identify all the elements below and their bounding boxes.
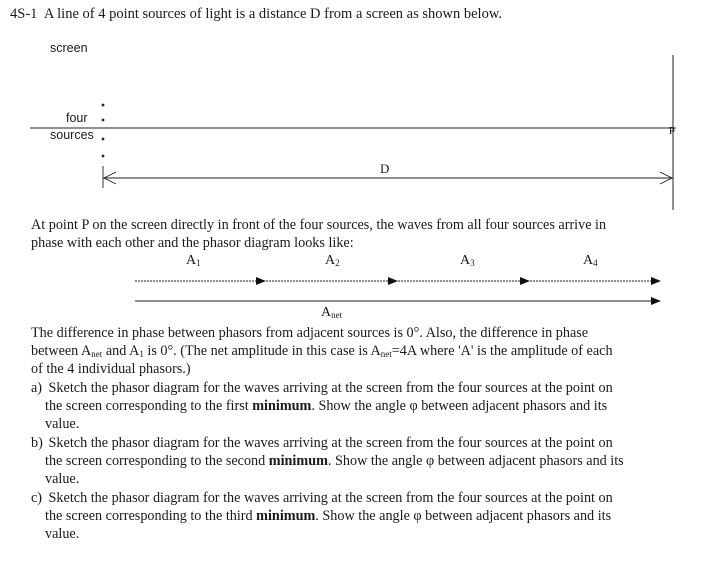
source-dot-3: [102, 138, 105, 141]
question-a: a) Sketch the phasor diagram for the waves arriving at the screen from the four sources at the point on the screen corresponding to the first minimum. Show the angle φ between adjacent phasors and its value.: [31, 380, 613, 432]
question-b-label: b): [31, 435, 43, 451]
distance-label: D: [380, 161, 390, 176]
phasor-a1-arrowhead: [256, 277, 266, 285]
question-c: c) Sketch the phasor diagram for the waves arriving at the screen from the four sources at the point on the screen corresponding to the third minimum. Show the angle φ between adjacent phasors and its value.: [31, 490, 613, 542]
phasor-label-net: $A_{net}$: [321, 305, 343, 320]
phasor-label-a3: $A_3$: [460, 253, 475, 268]
screen-label: screen: [50, 41, 88, 55]
phasor-net-arrowhead: [651, 297, 661, 305]
sources-label-sources: sources: [50, 128, 94, 142]
phasor-label-a1: $A_1$: [186, 253, 201, 268]
point-p-label: P: [669, 126, 675, 137]
phasor-a4-arrowhead: [651, 277, 661, 285]
source-dot-2: [102, 119, 105, 122]
sources-label-four: four: [66, 111, 88, 125]
source-dot-1: [102, 104, 105, 107]
phasor-a2-arrowhead: [388, 277, 398, 285]
question-c-label: c): [31, 490, 43, 506]
intro-line-2: phase with each other and the phasor diagram looks like:: [31, 235, 354, 251]
phasor-label-a4: $A_4$: [583, 253, 598, 268]
problem-number: 4S-1: [10, 6, 38, 22]
phasor-label-a2: $A_2$: [325, 253, 340, 268]
explanation-line-3: of the 4 individual phasors.): [31, 361, 191, 377]
problem-statement: A line of 4 point sources of light is a distance D from a screen as shown below.: [43, 6, 502, 22]
question-a-label: a): [31, 380, 43, 396]
question-b: b) Sketch the phasor diagram for the waves arriving at the screen from the four sources at the point on the screen corresponding to the second minimum. Show the angle φ between adjacent phasors and its value.: [31, 435, 624, 487]
intro-line-1: At point P on the screen directly in front of the four sources, the waves from all four sources arrive in: [31, 217, 607, 233]
phasor-a3-arrowhead: [520, 277, 530, 285]
phasor-chain: [135, 277, 661, 285]
explanation-line-1: The difference in phase between phasors from adjacent sources is 0°. Also, the difference in phase: [31, 325, 589, 341]
explanation-paragraph: [31, 324, 703, 378]
explanation-line-2: between $A_{net}$ and $A_1$ is 0°. (The net amplitude in this case is $A_{net}=4A$ where 'A' is the amplitude of each: [31, 343, 613, 359]
intro-paragraph: [31, 216, 703, 252]
source-dot-4: [102, 155, 105, 158]
